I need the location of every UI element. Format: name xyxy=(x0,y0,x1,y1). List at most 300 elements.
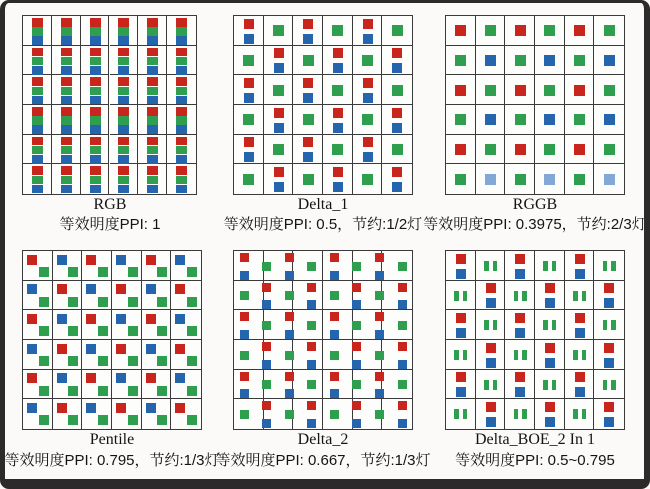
subpixel-blue xyxy=(116,255,126,265)
subpixel-blue xyxy=(303,34,313,44)
subpixel-blue xyxy=(118,96,129,105)
subpixel-red xyxy=(274,48,284,58)
subpixel-red xyxy=(392,167,402,177)
subpixel-green xyxy=(455,55,466,66)
subpixel-red xyxy=(118,107,129,116)
subpixel-red xyxy=(175,284,185,294)
subpixel-red xyxy=(118,18,129,27)
subpixel-red xyxy=(175,403,185,413)
grid-cell xyxy=(234,251,264,281)
subpixel-green xyxy=(128,267,138,277)
subpixel-green xyxy=(157,297,167,307)
subpixel-blue xyxy=(285,330,294,339)
subpixel-green xyxy=(39,297,49,307)
subpixel-red xyxy=(303,19,313,29)
subpixel-blue xyxy=(392,123,402,133)
subpixel-green xyxy=(544,25,555,36)
subpixel-red xyxy=(455,25,466,36)
subpixel-green xyxy=(398,380,407,389)
subpixel-green xyxy=(68,415,78,425)
grid-cell xyxy=(535,310,565,340)
subpixel-red xyxy=(398,342,407,351)
subpixel-red xyxy=(244,19,254,29)
subpixel-blue xyxy=(90,96,101,105)
subpixel-green xyxy=(332,144,343,155)
subpixel-green-bar xyxy=(493,261,498,271)
subpixel-blue xyxy=(32,185,43,194)
grid-cell xyxy=(535,251,565,281)
subpixel-blue xyxy=(147,185,158,194)
subpixel-red xyxy=(176,107,187,116)
subpixel-red xyxy=(176,48,187,57)
subpixel-green-bar xyxy=(603,380,608,390)
subpixel-blue xyxy=(575,269,585,279)
subpixel-red xyxy=(27,255,37,265)
subpixel-green xyxy=(352,380,361,389)
subpixel-red xyxy=(244,78,254,88)
subpixel-red xyxy=(486,343,496,353)
subpixel-red xyxy=(116,344,126,354)
subpixel-green xyxy=(39,415,49,425)
subpixel-green xyxy=(240,351,249,360)
subpixel-green xyxy=(128,415,138,425)
subpixel-red xyxy=(86,255,96,265)
subpixel-green-bar xyxy=(603,320,608,330)
subpixel-green xyxy=(330,351,339,360)
subpixel-green xyxy=(147,116,158,125)
subpixel-green xyxy=(61,87,72,96)
subpixel-blue xyxy=(604,298,614,308)
subpixel-red xyxy=(61,166,72,175)
subpixel-red xyxy=(86,314,96,324)
subpixel-red xyxy=(262,401,271,410)
pentile-pixel-grid xyxy=(22,250,202,430)
subpixel-green xyxy=(118,176,129,185)
subpixel-red xyxy=(333,48,343,58)
subpixel-blue xyxy=(398,419,407,428)
delta1-pixel-grid xyxy=(233,15,413,195)
subpixel-red xyxy=(307,401,316,410)
subpixel-green xyxy=(392,25,403,36)
subpixel-red xyxy=(262,342,271,351)
subpixel-green xyxy=(157,415,167,425)
subpixel-blue xyxy=(274,63,284,73)
subpixel-green xyxy=(243,114,254,125)
subpixel-green xyxy=(187,415,197,425)
subpixel-red xyxy=(574,25,585,36)
panel-caption-pentile: 等效明度PPI: 0.795，节约:1/3灯 xyxy=(4,452,220,469)
subpixel-red xyxy=(303,137,313,147)
subpixel-green-bar xyxy=(484,380,489,390)
subpixel-red xyxy=(515,144,526,155)
subpixel-red xyxy=(515,254,525,264)
panel-title-rggb: RGGB xyxy=(512,196,558,213)
subpixel-green-bar xyxy=(611,320,616,330)
subpixel-blue xyxy=(485,55,496,66)
subpixel-light-blue xyxy=(485,174,496,185)
subpixel-green xyxy=(262,262,271,271)
subpixel-blue xyxy=(392,182,402,192)
subpixel-green-bar xyxy=(454,409,459,419)
grid-cell xyxy=(234,340,264,370)
grid-cell xyxy=(535,370,565,400)
grid-cell xyxy=(476,370,506,400)
subpixel-blue xyxy=(86,284,96,294)
grid-cell xyxy=(234,399,264,429)
subpixel-blue xyxy=(285,389,294,398)
subpixel-green xyxy=(544,85,555,96)
subpixel-green xyxy=(128,326,138,336)
subpixel-red xyxy=(330,312,339,321)
grid-cell xyxy=(505,399,535,429)
subpixel-green xyxy=(147,146,158,155)
subpixel-green xyxy=(375,410,384,419)
subpixel-blue xyxy=(32,36,43,45)
subpixel-red xyxy=(147,166,158,175)
subpixel-blue xyxy=(57,255,67,265)
subpixel-green xyxy=(303,55,314,66)
subpixel-red xyxy=(515,25,526,36)
subpixel-green xyxy=(485,25,496,36)
subpixel-blue xyxy=(285,271,294,280)
subpixel-blue xyxy=(604,358,614,368)
subpixel-red xyxy=(574,144,585,155)
subpixel-green-bar xyxy=(543,320,548,330)
subpixel-blue xyxy=(57,373,67,383)
subpixel-red xyxy=(118,137,129,146)
panel-title-rgb: RGB xyxy=(93,196,127,213)
subpixel-blue xyxy=(90,66,101,75)
subpixel-red xyxy=(240,312,249,321)
subpixel-blue xyxy=(61,125,72,134)
subpixel-blue xyxy=(303,93,313,103)
subpixel-blue xyxy=(90,36,101,45)
subpixel-green xyxy=(243,174,254,185)
subpixel-red xyxy=(147,18,158,27)
subpixel-red xyxy=(90,48,101,57)
subpixel-blue xyxy=(147,66,158,75)
subpixel-blue xyxy=(333,63,343,73)
subpixel-blue xyxy=(352,360,361,369)
subpixel-green xyxy=(604,144,615,155)
subpixel-blue xyxy=(330,389,339,398)
subpixel-red xyxy=(176,18,187,27)
subpixel-red xyxy=(146,314,156,324)
grid-cell xyxy=(565,281,595,311)
subpixel-green xyxy=(515,114,526,125)
subpixel-green-bar xyxy=(463,291,468,301)
subpixel-green xyxy=(90,146,101,155)
subpixel-green xyxy=(515,55,526,66)
subpixel-green xyxy=(303,174,314,185)
subpixel-red xyxy=(545,283,555,293)
subpixel-blue xyxy=(375,271,384,280)
subpixel-blue xyxy=(176,36,187,45)
grid-cell xyxy=(505,281,535,311)
subpixel-green xyxy=(187,356,197,366)
subpixel-green-bar xyxy=(582,291,587,301)
subpixel-green xyxy=(187,297,197,307)
subpixel-blue xyxy=(392,63,402,73)
subpixel-green-bar xyxy=(543,380,548,390)
subpixel-red xyxy=(147,77,158,86)
panel-title-boe: Delta_BOE_2 In 1 xyxy=(475,431,595,448)
subpixel-red xyxy=(32,18,43,27)
subpixel-red xyxy=(330,253,339,262)
subpixel-blue xyxy=(27,284,37,294)
subpixel-red xyxy=(285,253,294,262)
subpixel-green xyxy=(98,267,108,277)
subpixel-blue xyxy=(86,344,96,354)
subpixel-blue xyxy=(307,300,316,309)
subpixel-green xyxy=(375,291,384,300)
subpixel-blue xyxy=(575,387,585,397)
subpixel-green xyxy=(362,114,373,125)
subpixel-green xyxy=(61,27,72,36)
subpixel-red xyxy=(118,48,129,57)
subpixel-blue xyxy=(176,125,187,134)
subpixel-blue xyxy=(262,419,271,428)
subpixel-red xyxy=(604,343,614,353)
subpixel-red xyxy=(456,372,466,382)
subpixel-blue xyxy=(61,96,72,105)
subpixel-blue xyxy=(545,298,555,308)
subpixel-green-bar xyxy=(514,350,519,360)
subpixel-green xyxy=(392,144,403,155)
subpixel-green-bar xyxy=(573,409,578,419)
subpixel-green xyxy=(176,116,187,125)
subpixel-green-bar xyxy=(514,291,519,301)
subpixel-blue xyxy=(118,185,129,194)
subpixel-red xyxy=(352,342,361,351)
subpixel-green-bar xyxy=(522,409,527,419)
subpixel-green-bar xyxy=(573,350,578,360)
subpixel-blue xyxy=(176,185,187,194)
subpixel-green xyxy=(32,87,43,96)
subpixel-blue xyxy=(545,417,555,427)
subpixel-green-bar xyxy=(611,261,616,271)
subpixel-green xyxy=(147,176,158,185)
subpixel-green xyxy=(362,174,373,185)
subpixel-blue xyxy=(330,330,339,339)
subpixel-green xyxy=(187,326,197,336)
subpixel-green xyxy=(176,146,187,155)
subpixel-green-bar xyxy=(552,320,557,330)
subpixel-green xyxy=(243,55,254,66)
subpixel-green xyxy=(39,356,49,366)
subpixel-blue xyxy=(456,269,466,279)
subpixel-green xyxy=(352,262,361,271)
subpixel-green xyxy=(240,410,249,419)
subpixel-red xyxy=(333,108,343,118)
subpixel-red xyxy=(32,166,43,175)
subpixel-red xyxy=(363,78,373,88)
subpixel-green xyxy=(574,174,585,185)
delta2-pixel-grid xyxy=(233,250,413,430)
subpixel-green xyxy=(32,146,43,155)
subpixel-blue xyxy=(262,360,271,369)
rggb-pixel-grid xyxy=(445,15,625,195)
subpixel-green xyxy=(118,87,129,96)
subpixel-blue xyxy=(274,182,284,192)
panel-caption-delta1: 等效明度PPI: 0.5，节约:1/2灯 xyxy=(223,216,423,233)
subpixel-green xyxy=(61,146,72,155)
subpixel-blue xyxy=(274,123,284,133)
subpixel-blue xyxy=(515,328,525,338)
subpixel-red xyxy=(274,167,284,177)
subpixel-green xyxy=(98,297,108,307)
subpixel-green xyxy=(176,176,187,185)
subpixel-blue xyxy=(333,182,343,192)
subpixel-blue xyxy=(456,328,466,338)
grid-cell xyxy=(476,310,506,340)
grid-cell xyxy=(594,251,624,281)
boe-pixel-grid xyxy=(445,250,625,430)
subpixel-green xyxy=(398,262,407,271)
subpixel-green-bar xyxy=(514,409,519,419)
subpixel-red xyxy=(455,85,466,96)
subpixel-green xyxy=(604,25,615,36)
subpixel-green xyxy=(39,267,49,277)
subpixel-blue xyxy=(176,96,187,105)
subpixel-blue xyxy=(240,330,249,339)
subpixel-green xyxy=(98,326,108,336)
subpixel-green-bar xyxy=(543,261,548,271)
subpixel-red xyxy=(285,312,294,321)
subpixel-red xyxy=(90,137,101,146)
subpixel-green-bar xyxy=(484,261,489,271)
subpixel-red xyxy=(57,344,67,354)
subpixel-blue xyxy=(90,125,101,134)
grid-cell xyxy=(234,281,264,311)
subpixel-green xyxy=(515,174,526,185)
subpixel-red xyxy=(61,48,72,57)
subpixel-blue xyxy=(61,185,72,194)
panel-caption-delta2: 等效明度PPI: 0.667，节约:1/3灯 xyxy=(215,452,431,469)
subpixel-blue xyxy=(175,373,185,383)
subpixel-blue xyxy=(545,358,555,368)
subpixel-blue xyxy=(147,125,158,134)
subpixel-green xyxy=(157,326,167,336)
subpixel-red xyxy=(86,373,96,383)
subpixel-green xyxy=(307,262,316,271)
subpixel-red xyxy=(61,18,72,27)
subpixel-green xyxy=(68,356,78,366)
subpixel-blue xyxy=(485,114,496,125)
subpixel-green xyxy=(98,386,108,396)
subpixel-blue xyxy=(240,271,249,280)
subpixel-green xyxy=(157,386,167,396)
panel-title-delta2: Delta_2 xyxy=(297,431,349,448)
subpixel-red xyxy=(61,137,72,146)
subpixel-red xyxy=(375,372,384,381)
subpixel-red xyxy=(333,167,343,177)
subpixel-red xyxy=(575,313,585,323)
subpixel-red xyxy=(307,342,316,351)
subpixel-green-bar xyxy=(603,261,608,271)
subpixel-green-bar xyxy=(463,350,468,360)
subpixel-green xyxy=(262,321,271,330)
subpixel-green-bar xyxy=(454,291,459,301)
grid-cell xyxy=(565,340,595,370)
subpixel-green xyxy=(68,386,78,396)
subpixel-green xyxy=(32,116,43,125)
subpixel-blue xyxy=(147,96,158,105)
subpixel-green xyxy=(330,291,339,300)
subpixel-blue xyxy=(330,271,339,280)
subpixel-red xyxy=(604,283,614,293)
subpixel-red xyxy=(147,48,158,57)
subpixel-red xyxy=(146,373,156,383)
subpixel-red xyxy=(118,166,129,175)
subpixel-red xyxy=(375,312,384,321)
subpixel-green xyxy=(574,114,585,125)
subpixel-green xyxy=(176,27,187,36)
subpixel-red xyxy=(240,372,249,381)
subpixel-green xyxy=(118,27,129,36)
subpixel-red xyxy=(57,284,67,294)
subpixel-green xyxy=(90,27,101,36)
subpixel-green xyxy=(118,57,129,66)
subpixel-green xyxy=(240,291,249,300)
subpixel-green xyxy=(375,351,384,360)
subpixel-green xyxy=(61,176,72,185)
subpixel-red xyxy=(147,137,158,146)
subpixel-red xyxy=(32,107,43,116)
subpixel-green xyxy=(285,291,294,300)
subpixel-green xyxy=(68,297,78,307)
grid-cell xyxy=(505,340,535,370)
subpixel-green xyxy=(147,57,158,66)
subpixel-red xyxy=(398,401,407,410)
subpixel-green xyxy=(330,410,339,419)
subpixel-blue xyxy=(244,34,254,44)
subpixel-red xyxy=(575,372,585,382)
subpixel-blue xyxy=(486,417,496,427)
subpixel-green-bar xyxy=(522,350,527,360)
subpixel-blue xyxy=(363,152,373,162)
subpixel-blue xyxy=(352,300,361,309)
subpixel-blue xyxy=(32,96,43,105)
grid-cell xyxy=(234,310,264,340)
subpixel-blue xyxy=(146,284,156,294)
subpixel-light-blue xyxy=(604,174,615,185)
subpixel-blue xyxy=(90,185,101,194)
subpixel-red xyxy=(27,373,37,383)
subpixel-red xyxy=(352,283,361,292)
grid-cell xyxy=(476,251,506,281)
subpixel-red xyxy=(176,137,187,146)
subpixel-green xyxy=(176,87,187,96)
subpixel-blue xyxy=(176,66,187,75)
subpixel-green xyxy=(157,267,167,277)
subpixel-red xyxy=(574,85,585,96)
subpixel-blue xyxy=(118,36,129,45)
subpixel-green xyxy=(285,351,294,360)
subpixel-blue xyxy=(90,155,101,164)
subpixel-blue xyxy=(118,125,129,134)
subpixel-green-bar xyxy=(484,320,489,330)
subpixel-red xyxy=(27,314,37,324)
subpixel-red xyxy=(146,255,156,265)
panel-title-delta1: Delta_1 xyxy=(297,196,349,213)
subpixel-red xyxy=(90,77,101,86)
subpixel-green xyxy=(398,321,407,330)
subpixel-green xyxy=(392,85,403,96)
subpixel-blue xyxy=(27,344,37,354)
subpixel-red xyxy=(392,108,402,118)
subpixel-blue xyxy=(146,344,156,354)
